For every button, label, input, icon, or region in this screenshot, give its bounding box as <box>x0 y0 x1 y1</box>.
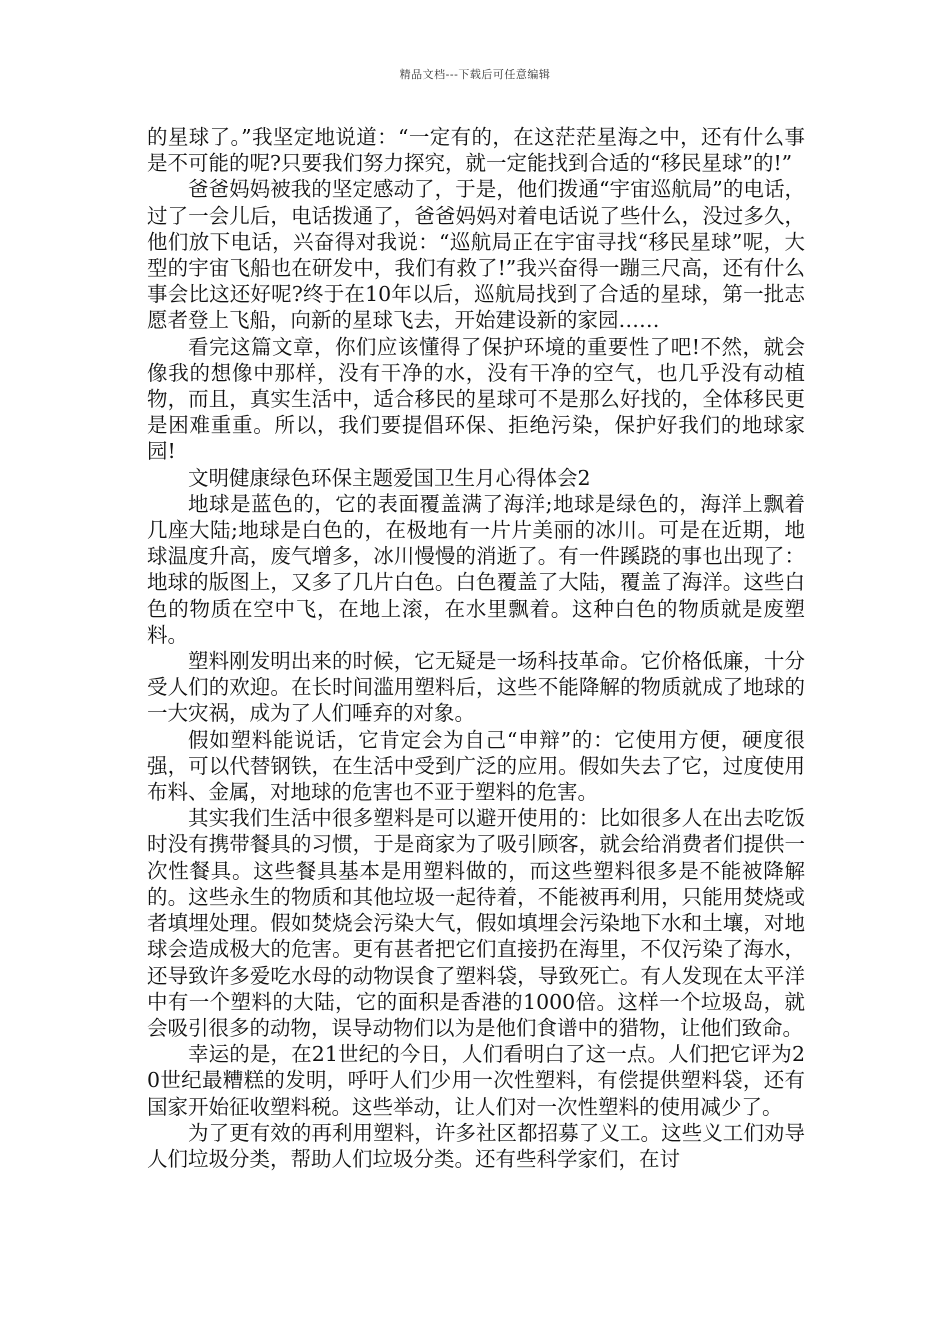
section-title: 文明健康绿色环保主题爱国卫生月心得体会2 <box>188 465 591 490</box>
paragraph-10: 为了更有效的再利用塑料，许多社区都招募了义工。这些义工们劝导人们垃圾分类，帮助人们垃圾分类。还有些科学家们，在讨 <box>147 1120 805 1171</box>
paragraph-9: 幸运的是，在21世纪的今日，人们看明白了这一点。人们把它评为20世纪最糟糕的发明，呼吁人们少用一次性塑料，有偿提供塑料袋，还有国家开始征收塑料税。这些举动，让人们对一次性塑料的使用减少了。 <box>147 1042 805 1119</box>
paragraph-8: 其实我们生活中很多塑料是可以避开使用的：比如很多人在出去吃饭时没有携带餐具的习惯，于是商家为了吸引顾客，就会给消费者们提供一次性餐具。这些餐具基本是用塑料做的，而这些塑料很多是不能被降解的。这些永生的物质和其他垃圾一起待着，不能被再利用，只能用焚烧或者填埋处理。假如焚烧会污染大气，假如填埋会污染地下水和土壤，对地球会造成极大的危害。更有甚者把它们直接扔在海里，不仅污染了海水，还导致许多爱吃水母的动物误食了塑料袋，导致死亡。有人发现在太平洋中有一个塑料的大陆，它的面积是香港的1000倍。这样一个垃圾岛，就会吸引很多的动物，误导动物们以为是他们食谱中的猎物，让他们致命。 <box>147 806 805 1040</box>
paragraph-6: 塑料刚发明出来的时候，它无疑是一场科技革命。它价格低廉，十分受人们的欢迎。在长时间滥用塑料后，这些不能降解的物质就成了地球的一大灾祸，成为了人们唾弃的对象。 <box>147 649 805 726</box>
paragraph-3: 看完这篇文章，你们应该懂得了保护环境的重要性了吧!不然，就会像我的想像中那样，没有干净的水，没有干净的空气，也几乎没有动植物，而且，真实生活中，适合移民的星球可不是那么好找的，全体移民更是困难重重。所以，我们要提倡环保、拒绝污染，保护好我们的地球家园! <box>147 334 805 464</box>
paragraph-5: 地球是蓝色的，它的表面覆盖满了海洋;地球是绿色的，海洋上飘着几座大陆;地球是白色的，在极地有一片片美丽的冰川。可是在近期，地球温度升高，废气增多，冰川慢慢的消逝了。有一件蹊跷的事也出现了：地球的版图上，又多了几片白色。白色覆盖了大陆，覆盖了海洋。这些白色的物质在空中飞，在地上滚，在水里飘着。这种白色的物质就是废塑料。 <box>147 491 805 647</box>
document-body <box>147 124 805 1172</box>
paragraph-7: 假如塑料能说话，它肯定会为自己“申辩”的：它使用方便，硬度很强，可以代替钢铁，在生活中受到广泛的应用。假如失去了它，过度使用布料、金属，对地球的危害也不亚于塑料的危害。 <box>147 727 805 805</box>
page-header: 精品文档---下载后可任意编辑 <box>399 68 551 81</box>
paragraph-1: 的星球了。”我坚定地说道：“一定有的，在这茫茫星海之中，还有什么事是不可能的呢?只要我们努力探究，就一定能找到合适的“移民星球”的!” <box>147 125 805 176</box>
paragraph-2: 爸爸妈妈被我的坚定感动了，于是，他们拨通“宇宙巡航局”的电话，过了一会儿后，电话拨通了，爸爸妈妈对着电话说了些什么，没过多久，他们放下电话，兴奋得对我说：“巡航局正在宇宙寻找“移民星球”呢，大型的宇宙飞船也在研发中，我们有救了!”我兴奋得一蹦三尺高，还有什么事会比这还好呢?终于在10年以后，巡航局找到了合适的星球，第一批志愿者登上飞船，向新的星球飞去，开始建设新的家园…… <box>147 177 805 333</box>
